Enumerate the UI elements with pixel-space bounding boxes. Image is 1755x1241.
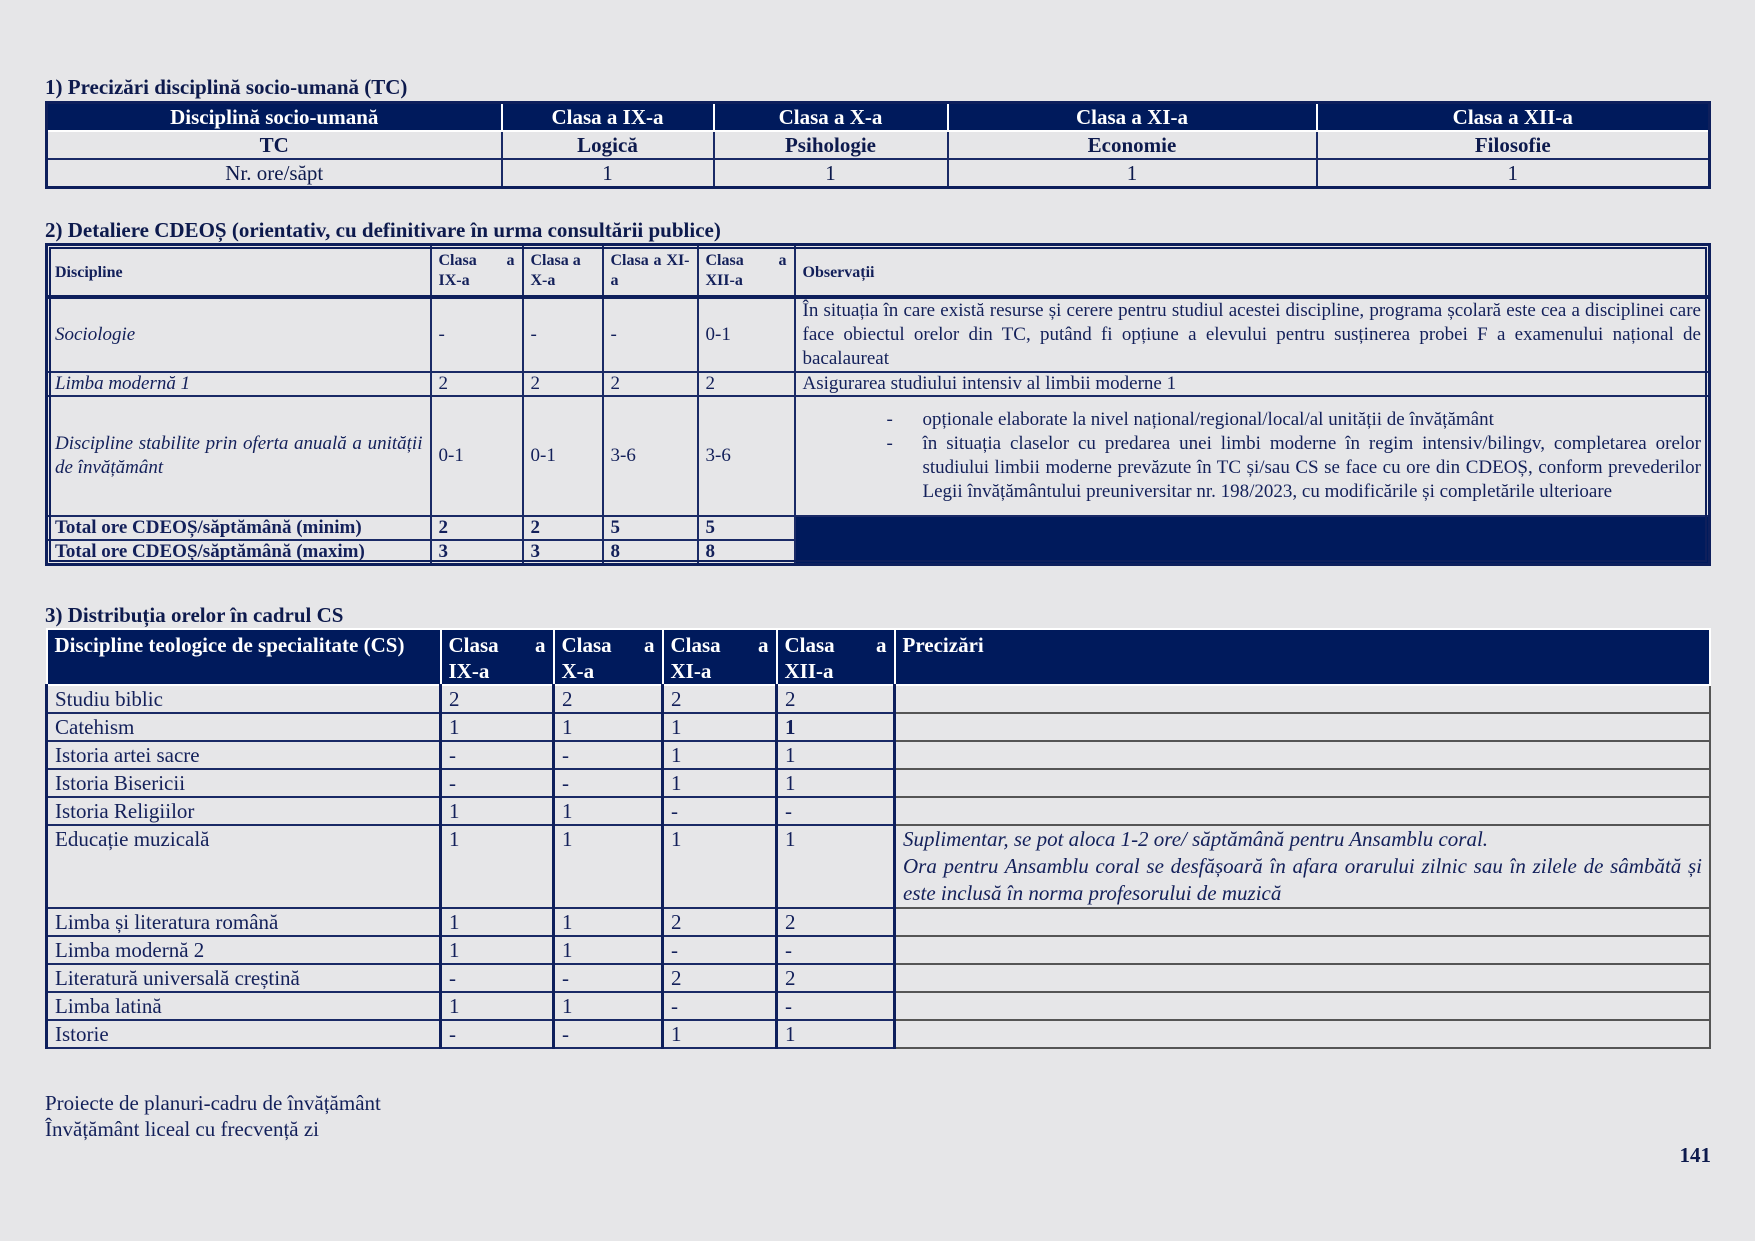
row-label: Istorie bbox=[47, 1020, 441, 1048]
cell: 0-1 bbox=[523, 396, 603, 516]
precizari-cell bbox=[895, 741, 1711, 769]
cell: 1 bbox=[777, 741, 895, 769]
row-label: Total ore CDEOȘ/săptămână (maxim) bbox=[47, 540, 431, 565]
row-label: Total ore CDEOȘ/săptămână (minim) bbox=[47, 516, 431, 540]
table-row bbox=[47, 797, 1711, 825]
precizari-cell bbox=[895, 685, 1711, 713]
col-header: Clasa a XI-a bbox=[663, 629, 777, 685]
table-row bbox=[47, 297, 1710, 372]
col-header: Disciplină socio-umană bbox=[47, 103, 502, 132]
cell: 1 bbox=[714, 159, 948, 188]
cell: 2 bbox=[777, 908, 895, 936]
cell: 3-6 bbox=[698, 396, 795, 516]
row-label: Istoria Bisericii bbox=[47, 769, 441, 797]
cdeos-table bbox=[45, 243, 1711, 566]
precizari-cell bbox=[895, 825, 1711, 908]
cell: 1 bbox=[554, 713, 663, 741]
col-header: Precizări bbox=[895, 629, 1711, 685]
cell: 1 bbox=[663, 825, 777, 908]
cell: - bbox=[441, 741, 554, 769]
cell: 2 bbox=[441, 685, 554, 713]
footer-line: Proiecte de planuri-cadru de învățământ bbox=[45, 1091, 381, 1115]
cell: 1 bbox=[777, 713, 895, 741]
cell: 1 bbox=[554, 992, 663, 1020]
cell: 1 bbox=[1317, 159, 1710, 188]
row-label: Istoria Religiilor bbox=[47, 797, 441, 825]
cell: 1 bbox=[441, 825, 554, 908]
page-number: 141 bbox=[1679, 1143, 1711, 1167]
cell: 1 bbox=[441, 992, 554, 1020]
row-label: Limba modernă 2 bbox=[47, 936, 441, 964]
cell: 1 bbox=[441, 908, 554, 936]
cell: 1 bbox=[502, 159, 714, 188]
observation-list bbox=[803, 408, 1702, 504]
table-row bbox=[47, 131, 1710, 159]
table-row bbox=[47, 992, 1711, 1020]
cell: Nr. ore/săpt bbox=[47, 159, 502, 188]
col-header: Clasa a XII-a bbox=[698, 245, 795, 298]
cell: - bbox=[431, 297, 523, 372]
cell: 0-1 bbox=[431, 396, 523, 516]
row-label: Discipline stabilite prin oferta anuală a unității de învățământ bbox=[47, 396, 431, 516]
cell: 1 bbox=[554, 936, 663, 964]
cell: Logică bbox=[502, 131, 714, 159]
cell: 1 bbox=[441, 797, 554, 825]
cell: - bbox=[777, 992, 895, 1020]
precizari-line: Suplimentar, se pot aloca 1-2 ore/ săptămână pentru Ansamblu coral. bbox=[903, 827, 1489, 851]
cs-table-body bbox=[47, 685, 1711, 1048]
cell: 2 bbox=[603, 372, 698, 396]
row-label: Limba și literatura română bbox=[47, 908, 441, 936]
cell: 1 bbox=[777, 1020, 895, 1048]
cell: 8 bbox=[698, 540, 795, 565]
cell: 1 bbox=[441, 936, 554, 964]
col-header: Clasa a IX-a bbox=[502, 103, 714, 132]
cell: 2 bbox=[431, 516, 523, 540]
row-label: Educație muzicală bbox=[47, 825, 441, 908]
table-row bbox=[47, 1020, 1711, 1048]
table-row bbox=[47, 159, 1710, 188]
cell: 2 bbox=[554, 685, 663, 713]
cell: - bbox=[777, 936, 895, 964]
row-label: Literatură universală creștină bbox=[47, 964, 441, 992]
table-row bbox=[47, 964, 1711, 992]
precizari-cell bbox=[895, 713, 1711, 741]
precizari-cell bbox=[895, 964, 1711, 992]
section1-title: 1) Precizări disciplină socio-umană (TC) bbox=[45, 75, 408, 99]
row-label: Istoria artei sacre bbox=[47, 741, 441, 769]
cell: 1 bbox=[663, 741, 777, 769]
cell: 1 bbox=[554, 797, 663, 825]
cell: 0-1 bbox=[698, 297, 795, 372]
cell: - bbox=[777, 797, 895, 825]
socio-human-table bbox=[45, 101, 1711, 189]
table-row bbox=[47, 741, 1711, 769]
cell: 2 bbox=[431, 372, 523, 396]
precizari-cell bbox=[895, 1020, 1711, 1048]
col-header: Observații bbox=[795, 245, 1710, 298]
col-header: Clasa a XI-a bbox=[603, 245, 698, 298]
table-row bbox=[47, 396, 1710, 516]
row-label: Catehism bbox=[47, 713, 441, 741]
cell: Filosofie bbox=[1317, 131, 1710, 159]
table-row bbox=[47, 908, 1711, 936]
total-max-row bbox=[47, 540, 1710, 565]
col-header: Discipline teologice de specialitate (CS) bbox=[47, 629, 441, 685]
table-row bbox=[47, 685, 1711, 713]
table-row bbox=[47, 713, 1711, 741]
col-header: Clasa a X-a bbox=[714, 103, 948, 132]
row-label: Studiu biblic bbox=[47, 685, 441, 713]
cell: TC bbox=[47, 131, 502, 159]
cell: Psihologie bbox=[714, 131, 948, 159]
cell: 1 bbox=[777, 825, 895, 908]
cell: - bbox=[554, 741, 663, 769]
cell: 1 bbox=[948, 159, 1317, 188]
cell: 2 bbox=[523, 516, 603, 540]
observation-cell: Asigurarea studiului intensiv al limbii moderne 1 bbox=[795, 372, 1710, 396]
cell: - bbox=[441, 1020, 554, 1048]
footer bbox=[45, 1090, 381, 1142]
cell: 2 bbox=[777, 964, 895, 992]
row-label: Limba modernă 1 bbox=[47, 372, 431, 396]
cell: Economie bbox=[948, 131, 1317, 159]
cell: - bbox=[554, 964, 663, 992]
cell: 2 bbox=[663, 685, 777, 713]
cell: - bbox=[603, 297, 698, 372]
cell: - bbox=[441, 964, 554, 992]
cell: 1 bbox=[554, 825, 663, 908]
list-item: - opționale elaborate la nivel național/regional/local/al unității de învățământ bbox=[923, 408, 1702, 432]
col-header: Clasa a X-a bbox=[523, 245, 603, 298]
precizari-cell bbox=[895, 769, 1711, 797]
cell: 8 bbox=[603, 540, 698, 565]
observation-cell: În situația în care există resurse și cerere pentru studiul acestei discipline, programa școlară este cea a disciplinei care face obiectul orelor din TC, putând fi opțiune a elevului pentru susținerea probei F a examenului național de bacalaureat bbox=[795, 297, 1710, 372]
table-row bbox=[47, 769, 1711, 797]
cell: - bbox=[554, 1020, 663, 1048]
section3-title: 3) Distribuția orelor în cadrul CS bbox=[45, 603, 344, 627]
precizari-cell bbox=[895, 992, 1711, 1020]
observation-cell bbox=[795, 396, 1710, 516]
cell: 3 bbox=[431, 540, 523, 565]
filled-cell bbox=[795, 540, 1710, 565]
row-label: Sociologie bbox=[47, 297, 431, 372]
cell: - bbox=[554, 769, 663, 797]
total-min-row bbox=[47, 516, 1710, 540]
col-header: Clasa a XI-a bbox=[948, 103, 1317, 132]
filled-cell bbox=[795, 516, 1710, 540]
cell: 5 bbox=[698, 516, 795, 540]
table-row bbox=[47, 825, 1711, 908]
cell: 2 bbox=[777, 685, 895, 713]
cell: - bbox=[663, 797, 777, 825]
cell: - bbox=[523, 297, 603, 372]
table-header-row bbox=[47, 103, 1710, 132]
cell: 2 bbox=[663, 964, 777, 992]
list-item: - în situația claselor cu predarea unei limbi moderne în regim intensiv/bilingv, completarea orelor studiului limbii moderne prevăzute în TC și/sau CS se face cu ore din CDEOȘ, conform prevederilor Legii învățământului preuniversitar nr. 198/2023, cu modificările și completările ulterioare bbox=[923, 432, 1702, 504]
table-row bbox=[47, 936, 1711, 964]
cell: 1 bbox=[663, 713, 777, 741]
table-header-row bbox=[47, 245, 1710, 298]
cell: 2 bbox=[663, 908, 777, 936]
col-header: Clasa a X-a bbox=[554, 629, 663, 685]
cell: - bbox=[441, 769, 554, 797]
cell: 2 bbox=[698, 372, 795, 396]
cell: 1 bbox=[663, 1020, 777, 1048]
table-row bbox=[47, 372, 1710, 396]
precizari-cell bbox=[895, 936, 1711, 964]
cell: 1 bbox=[663, 769, 777, 797]
cell: - bbox=[663, 992, 777, 1020]
cs-distribution-table bbox=[45, 628, 1711, 1049]
footer-line: Învățământ liceal cu frecvență zi bbox=[45, 1117, 320, 1141]
section2-title: 2) Detaliere CDEOȘ (orientativ, cu definitivare în urma consultării publice) bbox=[45, 218, 721, 242]
precizari-cell bbox=[895, 797, 1711, 825]
cell: 1 bbox=[441, 713, 554, 741]
cell: 3-6 bbox=[603, 396, 698, 516]
precizari-cell bbox=[895, 908, 1711, 936]
col-header: Discipline bbox=[47, 245, 431, 298]
cell: 5 bbox=[603, 516, 698, 540]
col-header: Clasa a IX-a bbox=[441, 629, 554, 685]
cell: 2 bbox=[523, 372, 603, 396]
cell: 1 bbox=[554, 908, 663, 936]
row-label: Limba latină bbox=[47, 992, 441, 1020]
col-header: Clasa a XII-a bbox=[1317, 103, 1710, 132]
col-header: Clasa a XII-a bbox=[777, 629, 895, 685]
precizari-line: Ora pentru Ansamblu coral se desfășoară în afara orarului zilnic sau în zilele de sâmbătă și este inclusă în norma profesorului de muzică bbox=[903, 854, 1702, 905]
table-header-row bbox=[47, 629, 1711, 685]
cell: 1 bbox=[777, 769, 895, 797]
col-header: Clasa a IX-a bbox=[431, 245, 523, 298]
cell: 3 bbox=[523, 540, 603, 565]
cell: - bbox=[663, 936, 777, 964]
